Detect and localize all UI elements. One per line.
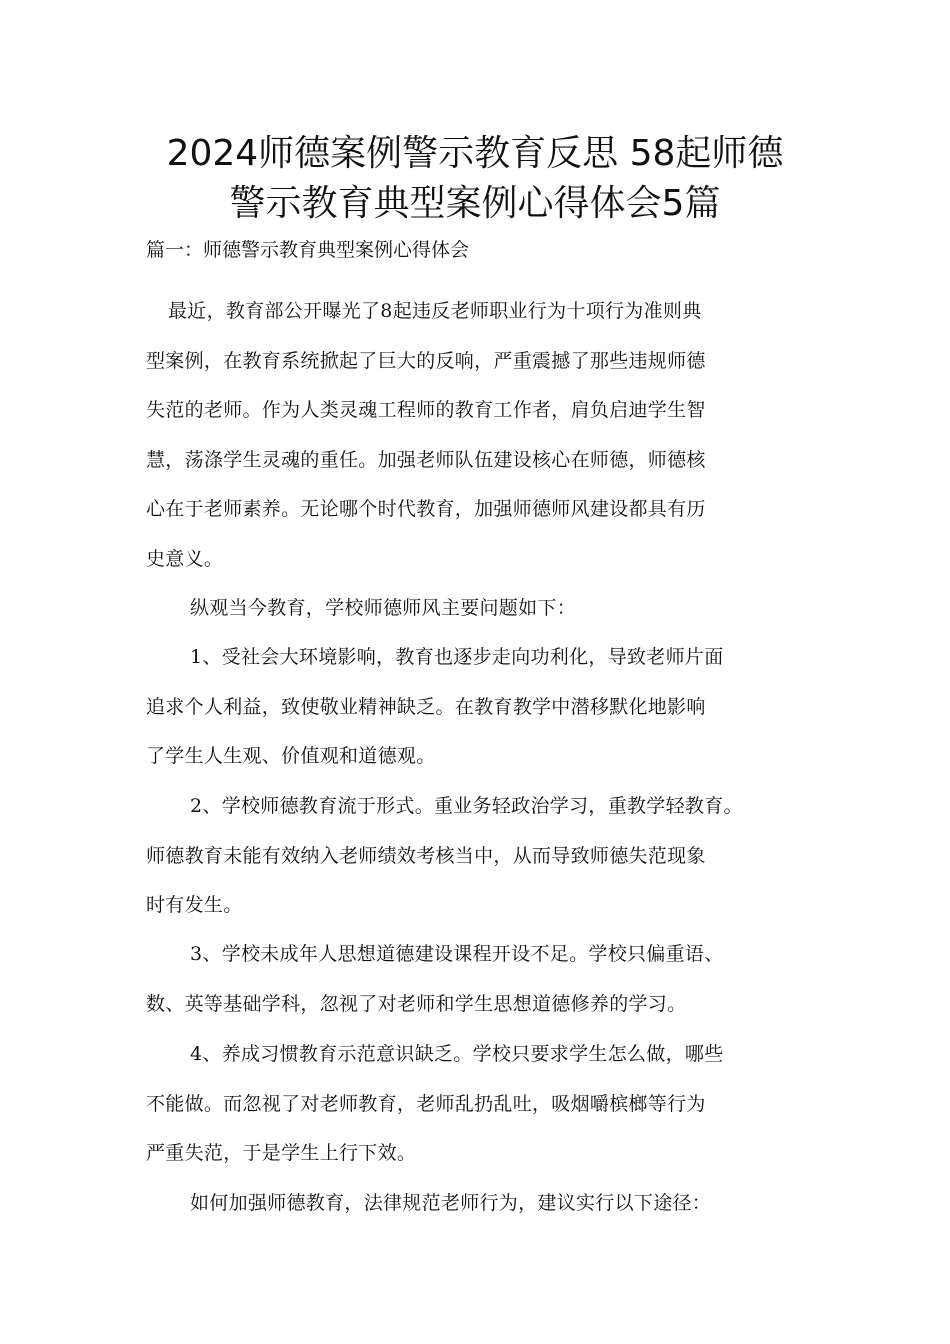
paragraph-line: 数、英等基础学科，忽视了对老师和学生思想道德修养的学习。	[146, 992, 687, 1015]
document-title-line-1: 2024师德案例警示教育反思 58起师德	[166, 133, 784, 174]
document-title-line-2: 警示教育典型案例心得体会5篇	[229, 183, 721, 224]
paragraph-line: 严重失范，于是学生上行下效。	[146, 1142, 417, 1164]
paragraph-item-1	[146, 633, 816, 782]
paragraph-line: 追求个人利益，致使敬业精神缺乏。在教育教学中潜移默化地影响	[146, 695, 706, 718]
paragraph-line: 不能做。而忽视了对老师教育，老师乱扔乱吐，吸烟嚼槟榔等行为	[146, 1092, 706, 1115]
paragraph-line: 慧，荡涤学生灵魂的重任。加强老师队伍建设核心在师德，师德核	[146, 448, 706, 471]
paragraph-line: 了学生人生观、价值观和道德观。	[146, 745, 436, 767]
paragraph-line: 2、学校师德教育流于形式。重业务轻政治学习，重教学轻教育。	[190, 795, 743, 817]
paragraph-line: 纵观当今教育，学校师德师风主要问题如下：	[190, 597, 577, 619]
paragraph-line: 最近，教育部公开曝光了8起违反老师职业行为十项行为准则典	[168, 300, 702, 322]
paragraph-line: 时有发生。	[146, 894, 243, 916]
paragraph-line: 师德教育未能有效纳入老师绩效考核当中，从而导致师德失范现象	[146, 844, 706, 867]
paragraph-approach	[146, 1179, 816, 1229]
paragraph-line: 失范的老师。作为人类灵魂工程师的教育工作者，肩负启迪学生智	[146, 399, 706, 421]
section-heading: 篇一：师德警示教育典型案例心得体会	[146, 239, 470, 261]
paragraph-line: 1、受社会大环境影响，教育也逐步走向功利化，导致老师片面	[190, 646, 724, 668]
paragraph-line: 4、养成习惯教育示范意识缺乏。学校只要求学生怎么做，哪些	[190, 1043, 724, 1065]
paragraph-overview	[146, 584, 816, 634]
paragraph-line: 如何加强师德教育，法律规范老师行为，建议实行以下途径：	[190, 1192, 712, 1214]
paragraph-line: 3、学校未成年人思想道德建设课程开设不足。学校只偏重语、	[190, 943, 724, 965]
paragraph-item-4	[146, 1030, 816, 1179]
paragraph-line: 型案例，在教育系统掀起了巨大的反响，严重震撼了那些违规师德	[146, 349, 706, 372]
paragraph-item-2	[146, 782, 816, 931]
paragraph-intro	[146, 287, 816, 584]
paragraph-line: 心在于老师素养。无论哪个时代教育，加强师德师风建设都具有历	[146, 498, 706, 520]
paragraph-item-3	[146, 930, 816, 1029]
paragraph-line: 史意义。	[146, 547, 224, 570]
